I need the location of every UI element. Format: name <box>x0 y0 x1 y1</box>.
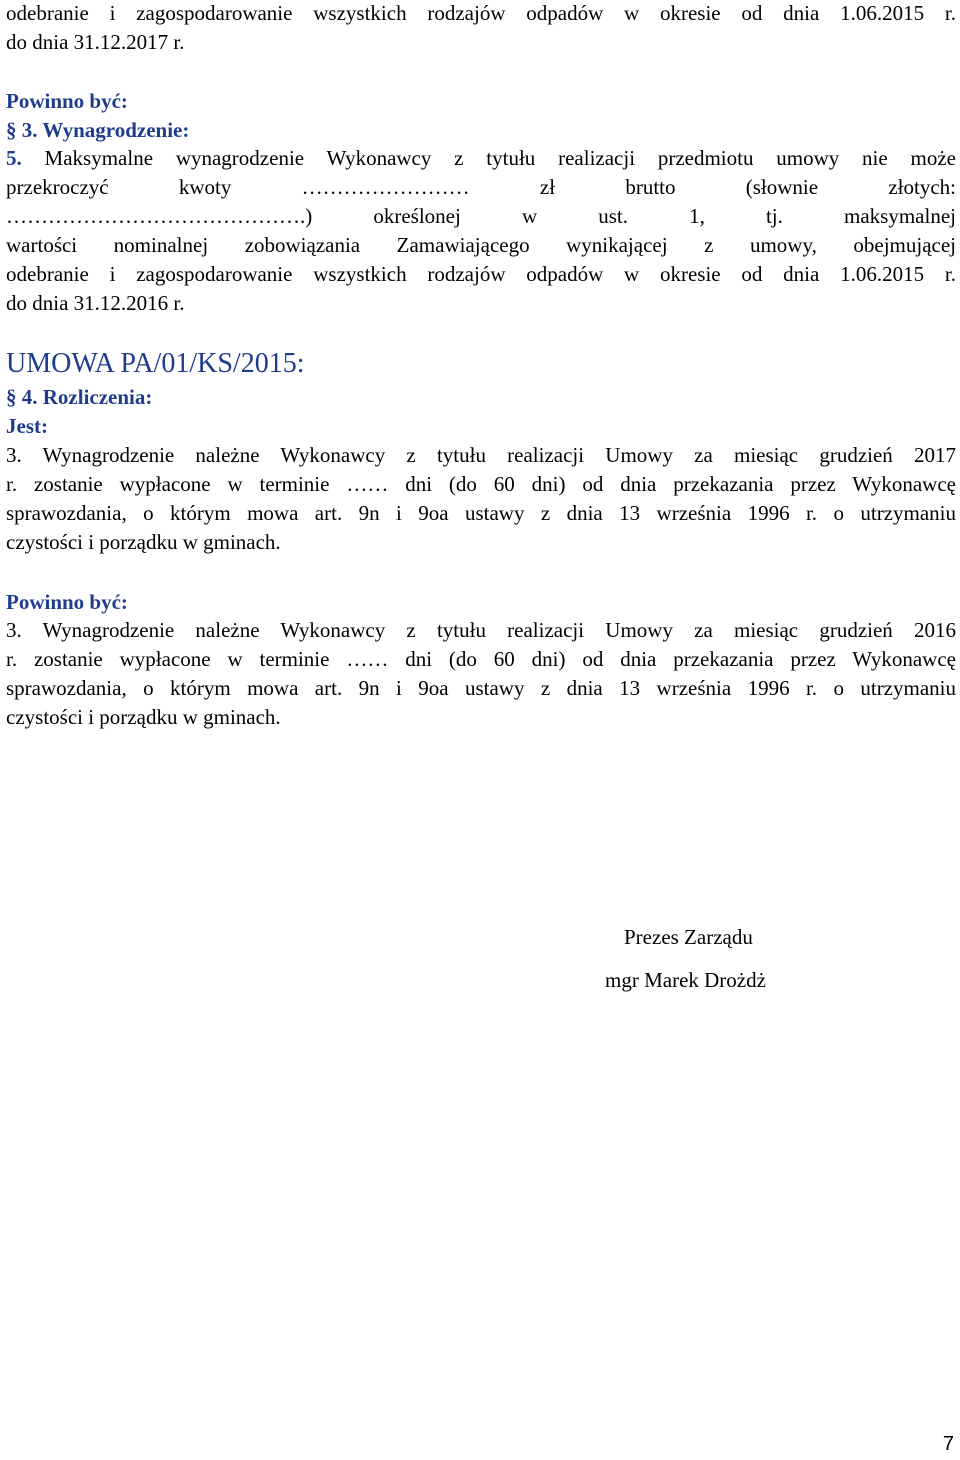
document-page <box>6 0 956 1460</box>
para-5-line-3: …………………………………….) określonej w ust. 1, tj. maksymalnej <box>6 204 956 228</box>
powinno-2-line-2: r. zostanie wypłacone w terminie …… dni (do 60 dni) od dnia przekazania przez Wykonawcę <box>6 647 956 671</box>
jest-line-4: czystości i porządku w gminach. <box>6 530 281 554</box>
section-3-title: 3. Wynagrodzenie: <box>21 118 190 142</box>
page-number: 7 <box>942 1433 954 1455</box>
jest-line-2: r. zostanie wypłacone w terminie …… dni (do 60 dni) od dnia przekazania przez Wykonawcę <box>6 472 956 496</box>
para-5-line-1-text: Maksymalne wynagrodzenie Wykonawcy z tytułu realizacji przedmiotu umowy nie może <box>44 146 956 170</box>
section-symbol: § <box>6 118 17 142</box>
umowa-heading: UMOWA PA/01/KS/2015: <box>6 348 305 379</box>
para-5-number: 5. <box>6 146 22 170</box>
top-line-1: odebranie i zagospodarowanie wszystkich rodzajów odpadów w okresie od dnia 1.06.2015 r. <box>6 1 956 25</box>
para-5-line-5: odebranie i zagospodarowanie wszystkich rodzajów odpadów w okresie od dnia 1.06.2015 r. <box>6 262 956 286</box>
powinno-label-2: Powinno być: <box>6 590 128 614</box>
para-5-line-6: do dnia 31.12.2016 r. <box>6 291 185 315</box>
powinno-2-line-3: sprawozdania, o którym mowa art. 9n i 9oa ustawy z dnia 13 września 1996 r. o utrzymaniu <box>6 676 956 700</box>
signature-name: mgr Marek Drożdż <box>605 968 766 992</box>
para-5-line-4: wartości nominalnej zobowiązania Zamawiającego wynikającej z umowy, obejmującej <box>6 233 956 257</box>
para-5-line-1 <box>6 145 956 171</box>
top-line-2: do dnia 31.12.2017 r. <box>6 30 185 54</box>
para-5-line-2: przekroczyć kwoty …………………… zł brutto (słownie złotych: <box>6 175 956 199</box>
section-4-title: 4. Rozliczenia: <box>21 385 153 409</box>
jest-line-3: sprawozdania, o którym mowa art. 9n i 9oa ustawy z dnia 13 września 1996 r. o utrzymaniu <box>6 501 956 525</box>
powinno-2-line-1: 3. Wynagrodzenie należne Wykonawcy z tytułu realizacji Umowy za miesiąc grudzień 2016 <box>6 618 956 642</box>
section-3-heading <box>6 117 189 143</box>
powinno-2-line-4: czystości i porządku w gminach. <box>6 705 281 729</box>
signature-title: Prezes Zarządu <box>624 925 753 949</box>
section-symbol: § <box>6 385 17 409</box>
jest-label: Jest: <box>6 414 48 438</box>
powinno-label-1: Powinno być: <box>6 89 128 113</box>
section-4-heading <box>6 384 152 410</box>
jest-line-1: 3. Wynagrodzenie należne Wykonawcy z tytułu realizacji Umowy za miesiąc grudzień 2017 <box>6 443 956 467</box>
